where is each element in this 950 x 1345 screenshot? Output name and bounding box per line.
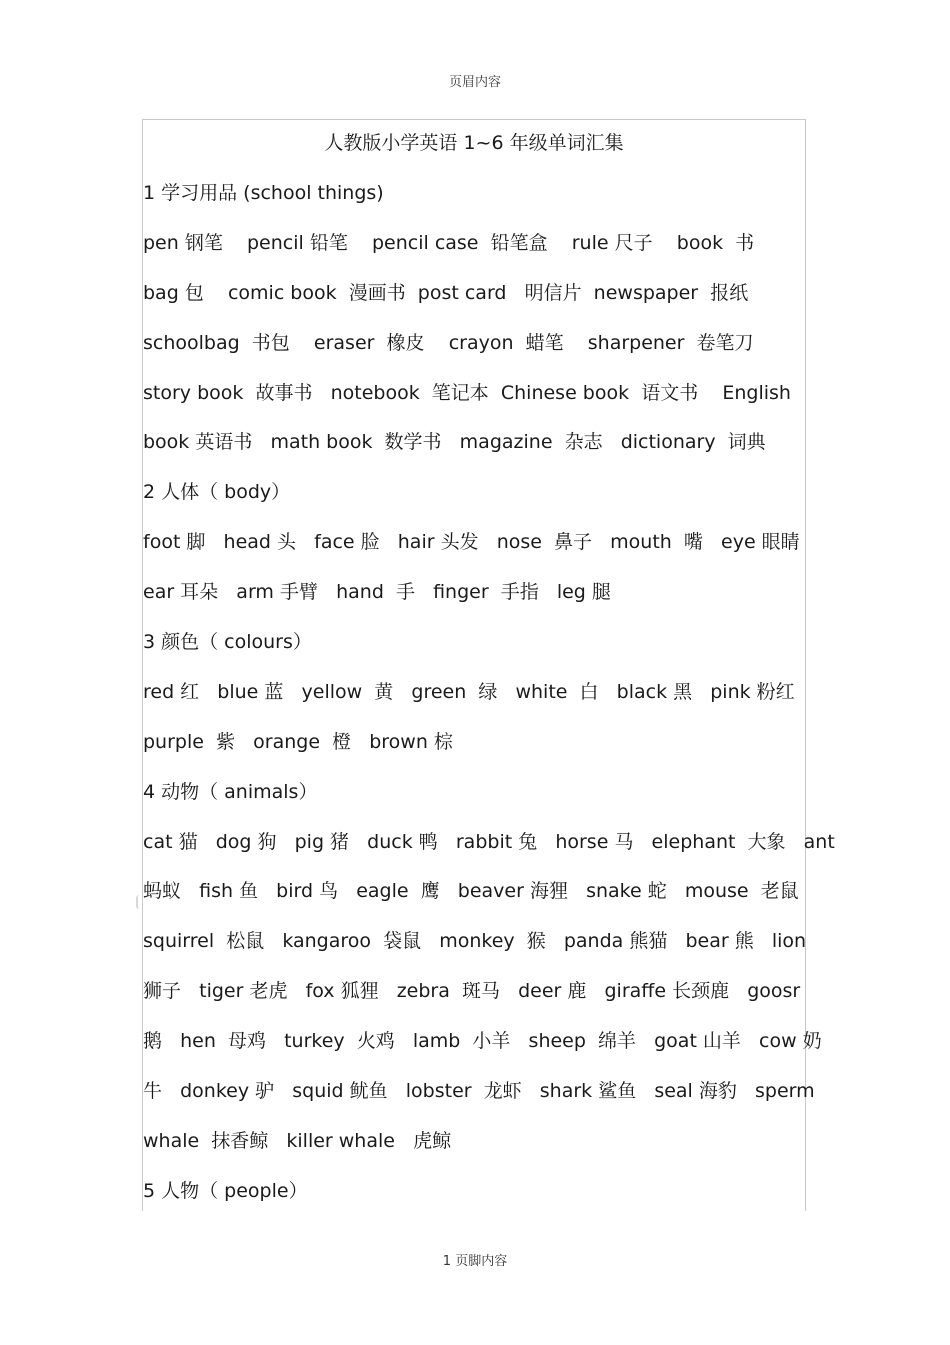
- section-heading-colours: 3 颜色（ colours）: [143, 631, 312, 654]
- section-heading-animals: 4 动物（ animals）: [143, 780, 318, 803]
- section-heading-people: 5 人物（ people）: [143, 1179, 308, 1202]
- word-line: cat 猫 dog 狗 pig 猪 duck 鸭 rabbit 兔 horse 马 elephant 大象 ant: [143, 830, 835, 853]
- section-heading-school-things: 1 学习用品 (school things): [143, 182, 384, 204]
- word-line: book 英语书 math book 数学书 magazine 杂志 dictionary 词典: [143, 431, 766, 454]
- word-line: 蚂蚁 fish 鱼 bird 鸟 eagle 鹰 beaver 海狸 snake 蛇 mouse 老鼠: [143, 880, 799, 903]
- word-line: 狮子 tiger 老虎 fox 狐狸 zebra 斑马 deer 鹿 giraffe 长颈鹿 goosr: [143, 980, 801, 1003]
- word-line: story book 故事书 notebook 笔记本 Chinese book 语文书 English: [143, 381, 791, 404]
- word-line: 牛 donkey 驴 squid 鱿鱼 lobster 龙虾 shark 鲨鱼 seal 海豹 sperm: [143, 1080, 815, 1103]
- word-line: ear 耳朵 arm 手臂 hand 手 finger 手指 leg 腿: [143, 581, 611, 604]
- word-line: schoolbag 书包 eraser 橡皮 crayon 蜡笔 sharpener 卷笔刀: [143, 331, 754, 354]
- word-line: purple 紫 orange 橙 brown 棕: [143, 730, 453, 753]
- page-header: 页眉内容: [448, 75, 501, 90]
- vocabulary-list: [143, 178, 835, 1226]
- page-footer: 1 页脚内容: [442, 1254, 508, 1269]
- word-line: red 红 blue 蓝 yellow 黄 green 绿 white 白 black 黑 pink 粉红: [143, 680, 795, 703]
- word-line: pen 钢笔 pencil 铅笔 pencil case 铅笔盒 rule 尺子 book 书: [143, 231, 755, 254]
- word-line: 鹅 hen 母鸡 turkey 火鸡 lamb 小羊 sheep 绵羊 goat 山羊 cow 奶: [143, 1030, 822, 1053]
- word-line: squirrel 松鼠 kangaroo 袋鼠 monkey 猴 panda 熊猫 bear 熊 lion: [143, 930, 807, 953]
- word-line: whale 抹香鲸 killer whale 虎鲸: [143, 1129, 452, 1152]
- word-line: foot 脚 head 头 face 脸 hair 头发 nose 鼻子 mouth 嘴 eye 眼睛: [143, 531, 800, 554]
- word-line: bag 包 comic book 漫画书 post card 明信片 newspaper 报纸: [143, 281, 749, 304]
- document-title: 人教版小学英语 1~6 年级单词汇集: [324, 132, 624, 154]
- section-heading-body: 2 人体（ body）: [143, 481, 291, 504]
- margin-mark: [136, 895, 143, 909]
